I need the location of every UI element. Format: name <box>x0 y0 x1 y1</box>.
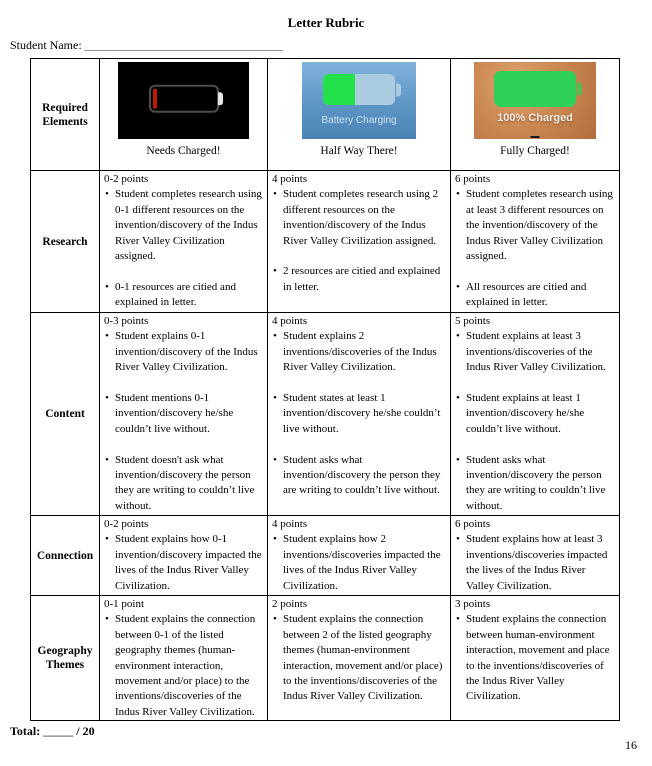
cell-fully-charged <box>451 59 620 171</box>
total-blank: _____ <box>43 724 74 739</box>
table-row-connection <box>31 516 620 596</box>
table-row-content <box>31 313 620 516</box>
total-line <box>10 724 652 739</box>
rubric-bullet: • Student explains at least 3 inventions/discoveries of the Indus River Valley Civilization. <box>455 329 615 375</box>
points-heading: 0-2 points <box>104 173 149 185</box>
cell-content-high <box>451 313 620 516</box>
low-battery-icon <box>118 62 249 139</box>
cursor-dash <box>531 136 540 138</box>
points-heading: 4 points <box>272 173 308 185</box>
cell-connection-low <box>100 516 268 596</box>
points-heading: 3 points <box>455 598 491 610</box>
battery-caption: Half Way There! <box>320 145 398 157</box>
rubric-bullet: • Student explains the connection between 2 of the listed geography themes (human-environment interaction, movement and/or place) to the inventions/discoveries of the Indus River Valley Civilization. <box>272 612 446 704</box>
student-name-blank: _________________________________ <box>84 38 283 52</box>
student-name-label: Student Name: <box>10 38 82 52</box>
table-row-geography-themes <box>31 596 620 721</box>
row-label-connection: Connection <box>31 516 100 596</box>
battery-overlay-text: 100% Charged <box>497 111 573 124</box>
charging-battery-icon <box>302 62 416 139</box>
row-label-geography-themes: Geography Themes <box>31 596 100 721</box>
rubric-bullet: • Student explains the connection between 0-1 of the listed geography themes (human-environment interaction, movement and/or place) to the inventions/discoveries of the Indus River Valley Civilization. <box>104 612 263 720</box>
row-label-content: Content <box>31 313 100 516</box>
rubric-bullet: • Student completes research using at least 3 different resources on the invention/discovery of the Indus River Valley Civilization assigned. <box>455 187 615 264</box>
points-heading: 0-2 points <box>104 518 149 530</box>
battery-caption: Fully Charged! <box>500 145 570 157</box>
rubric-bullet: • Student completes research using 0-1 different resources on the invention/discovery of the Indus River Valley Civilization assigned. <box>104 187 263 264</box>
cell-research-high <box>451 171 620 313</box>
rubric-bullet: • Student explains how at least 3 inventions/discoveries impacted the lives of the Indus River Valley Civilization. <box>455 532 615 594</box>
page-number: 16 <box>625 738 637 752</box>
rubric-bullet: • Student explains at least 1 invention/discovery he/she couldn’t live without. <box>455 391 615 437</box>
points-heading: 6 points <box>455 518 491 530</box>
points-heading: 0-1 point <box>104 598 145 610</box>
cell-geography-low <box>100 596 268 721</box>
rubric-bullet: • 2 resources are citied and explained in letter. <box>272 264 446 295</box>
cell-content-low <box>100 313 268 516</box>
table-row-required-elements <box>31 59 620 171</box>
points-heading: 0-3 points <box>104 315 149 327</box>
rubric-bullet: • Student explains how 2 inventions/discoveries impacted the lives of the Indus River Valley Civilization. <box>272 532 446 594</box>
student-name-line <box>10 38 652 53</box>
points-heading: 2 points <box>272 598 308 610</box>
points-heading: 6 points <box>455 173 491 185</box>
rubric-bullet: • Student asks what invention/discovery the person they are writing to couldn’t live without. <box>272 453 446 499</box>
rubric-bullet: • Student explains 2 inventions/discoveries of the Indus River Valley Civilization. <box>272 329 446 375</box>
cell-geography-mid <box>268 596 451 721</box>
points-heading: 5 points <box>455 315 491 327</box>
battery-overlay-text: Battery Charging <box>321 114 397 126</box>
cell-connection-mid <box>268 516 451 596</box>
rubric-table <box>30 58 620 721</box>
rubric-bullet: • Student explains how 0-1 invention/discovery impacted the lives of the Indus River Valley Civilization. <box>104 532 263 594</box>
rubric-bullet: • Student asks what invention/discovery the person they are writing to couldn’t live without. <box>455 453 615 515</box>
rubric-bullet: • Student completes research using 2 different resources on the invention/discovery of the Indus River Valley Civilization assigned. <box>272 187 446 249</box>
points-heading: 4 points <box>272 315 308 327</box>
row-label-required-elements: Required Elements <box>31 59 100 171</box>
page-title: Letter Rubric <box>287 15 365 30</box>
cell-connection-high <box>451 516 620 596</box>
cell-research-mid <box>268 171 451 313</box>
cell-research-low <box>100 171 268 313</box>
table-row-research <box>31 171 620 313</box>
full-battery-icon <box>474 62 596 139</box>
cell-half-way <box>268 59 451 171</box>
cell-geography-high <box>451 596 620 721</box>
points-heading: 4 points <box>272 518 308 530</box>
rubric-bullet: • All resources are citied and explained in letter. <box>455 280 615 311</box>
rubric-bullet: • 0-1 resources are citied and explained in letter. <box>104 280 263 311</box>
cell-content-mid <box>268 313 451 516</box>
rubric-bullet: • Student explains the connection between human-environment interaction, movement and place to the inventions/discoveries of the Indus River Valley Civilization. <box>455 612 615 704</box>
rubric-bullet: • Student mentions 0-1 invention/discovery he/she couldn’t live without. <box>104 391 263 437</box>
row-label-research: Research <box>31 171 100 313</box>
battery-caption: Needs Charged! <box>146 145 221 157</box>
rubric-bullet: • Student explains 0-1 invention/discovery of the Indus River Valley Civilization. <box>104 329 263 375</box>
cell-needs-charged <box>100 59 268 171</box>
total-suffix: / 20 <box>76 724 95 739</box>
rubric-bullet: • Student doesn't ask what invention/discovery the person they are writing to couldn’t live without. <box>104 453 263 515</box>
total-label: Total: <box>10 724 41 739</box>
rubric-bullet: • Student states at least 1 invention/discovery he/she couldn’t live without. <box>272 391 446 437</box>
